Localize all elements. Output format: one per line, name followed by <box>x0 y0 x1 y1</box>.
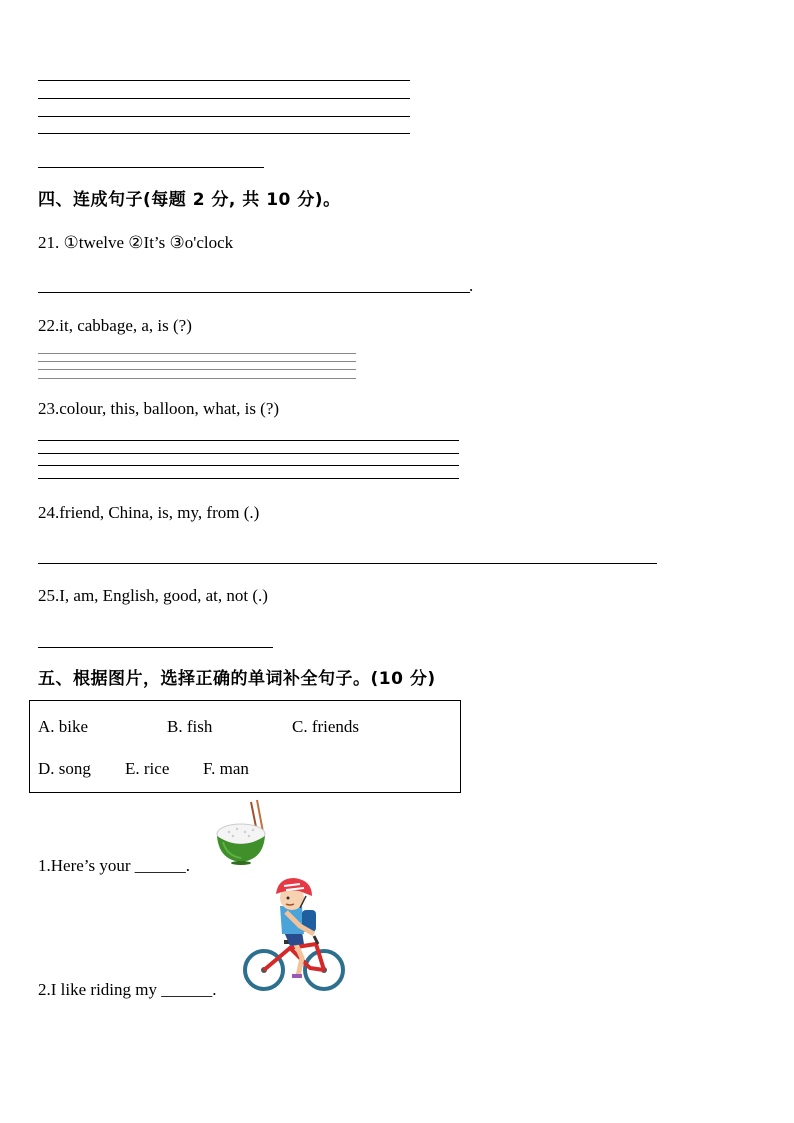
answer-line <box>38 465 459 466</box>
question-22: 22.it, cabbage, a, is (?) <box>38 316 192 335</box>
question-2: 2.I like riding my ______. <box>38 980 217 999</box>
rice-bowl-icon <box>213 798 271 866</box>
child-riding-bike-icon <box>240 878 348 994</box>
option-b: B. fish <box>167 717 213 736</box>
question-23: 23.colour, this, balloon, what, is (?) <box>38 399 280 418</box>
answer-line <box>38 453 459 454</box>
word-bank-box <box>29 700 461 793</box>
question-25: 25.I, am, English, good, at, not (.) <box>38 586 268 605</box>
answer-line <box>38 167 264 168</box>
question-24: 24.friend, China, is, my, from (.) <box>38 503 260 522</box>
question-21-period: . <box>469 276 474 295</box>
answer-line <box>38 647 273 648</box>
option-f: F. man <box>203 759 249 778</box>
answer-line <box>38 116 410 117</box>
answer-line <box>38 292 470 293</box>
option-d: D. song <box>38 759 91 778</box>
answer-line <box>38 478 459 479</box>
answer-line <box>38 378 356 379</box>
option-c: C. friends <box>292 717 360 736</box>
answer-line <box>38 98 410 99</box>
section-5-heading: 五、根据图片，选择正确的单词补全句子。(10 分) <box>38 669 436 689</box>
option-e: E. rice <box>125 759 170 778</box>
answer-line <box>38 440 459 441</box>
answer-line <box>38 361 356 362</box>
option-a: A. bike <box>38 717 89 736</box>
answer-line <box>38 80 410 81</box>
answer-line <box>38 133 410 134</box>
section-4-heading: 四、连成句子(每题 2 分, 共 10 分)。 <box>38 190 341 210</box>
answer-line <box>38 563 657 564</box>
answer-line <box>38 369 356 370</box>
answer-line <box>38 353 356 354</box>
question-21: 21. ①twelve ②It’s ③o'clock <box>38 233 234 252</box>
question-1: 1.Here’s your ______. <box>38 856 191 875</box>
